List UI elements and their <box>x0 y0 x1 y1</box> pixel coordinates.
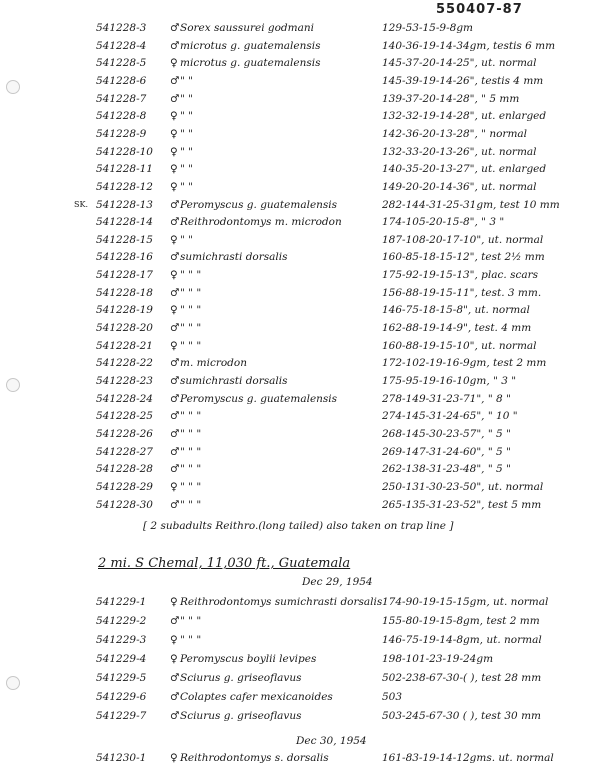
measurements: 155-80-19-15-8gm, test 2 mm <box>382 615 540 627</box>
species-name: Peromyscus boylii levipes <box>180 653 317 665</box>
specimen-row <box>0 338 600 354</box>
specimen-row <box>0 373 600 389</box>
species-name: sumichrasti dorsalis <box>180 375 288 387</box>
sex-symbol: ♀ <box>170 180 178 193</box>
catalog-number: 541228-16 <box>96 251 153 264</box>
species-name: " " " <box>180 427 202 440</box>
species-name: " " " <box>180 463 202 476</box>
sex-symbol: ♂ <box>170 216 180 229</box>
species-name: m. microdon <box>180 357 247 370</box>
page-id: 550407-87 <box>436 2 523 17</box>
species-name: Peromyscus g. guatemalensis <box>180 198 338 211</box>
catalog-number: 541228-28 <box>96 463 153 476</box>
measurements: 274-145-31-24-65", " 10 " <box>382 410 518 423</box>
measurements: 282-144-31-25-31gm, test 10 mm <box>382 198 560 211</box>
species-name: " " " <box>180 445 202 458</box>
catalog-number: 541228-30 <box>96 498 153 511</box>
specimen-row <box>0 391 600 407</box>
catalog-number: 541228-29 <box>96 480 153 493</box>
specimen-row <box>0 302 600 318</box>
measurements: 140-35-20-13-27", ut. enlarged <box>382 163 547 176</box>
sex-symbol: ♂ <box>170 672 180 684</box>
catalog-number: 541229-4 <box>96 653 147 665</box>
catalog-number: 541228-3 <box>96 22 147 34</box>
sex-symbol: ♀ <box>170 480 178 493</box>
catalog-number: 541228-11 <box>96 163 153 176</box>
sex-symbol: ♀ <box>170 57 178 70</box>
measurements: 175-92-19-15-13", plac. scars <box>382 269 539 282</box>
catalog-number: 541228-25 <box>96 410 153 423</box>
measurements: 187-108-20-17-10", ut. normal <box>382 233 544 246</box>
catalog-number: 541229-5 <box>96 672 147 684</box>
measurements: 174-105-20-15-8", " 3 " <box>382 216 505 229</box>
species-name: " " " <box>180 480 202 493</box>
species-name: " " " <box>180 269 202 282</box>
species-name: Colaptes cafer mexicanoides <box>180 691 333 703</box>
sex-symbol: ♂ <box>170 498 180 511</box>
measurements: 132-32-19-14-28", ut. enlarged <box>382 110 547 123</box>
measurements: 262-138-31-23-48", " 5 " <box>382 463 511 476</box>
specimen-row <box>0 197 600 213</box>
specimen-row <box>0 232 600 248</box>
sex-symbol: ♂ <box>170 357 180 370</box>
species-name: " " " <box>180 634 202 646</box>
sex-symbol: ♂ <box>170 410 180 423</box>
sex-symbol: ♀ <box>170 269 178 282</box>
specimen-row <box>0 355 600 371</box>
catalog-number: 541228-27 <box>96 445 153 458</box>
sex-symbol: ♂ <box>170 615 180 627</box>
specimen-row <box>0 20 600 36</box>
sex-symbol: ♀ <box>170 163 178 176</box>
measurements: 172-102-19-16-9gm, test 2 mm <box>382 357 547 370</box>
sex-symbol: ♂ <box>170 322 180 335</box>
measurements: 145-37-20-14-25", ut. normal <box>382 57 537 70</box>
catalog-number: 541228-14 <box>96 216 153 229</box>
catalog-number: 541228-24 <box>96 392 153 405</box>
sex-symbol: ♂ <box>170 463 180 476</box>
sex-symbol: ♀ <box>170 145 178 158</box>
catalog-number: 541228-21 <box>96 339 153 352</box>
species-name: Reithrodontomys m. microdon <box>180 216 342 229</box>
species-name: Sorex saussurei godmani <box>180 22 314 34</box>
specimen-row <box>0 179 600 195</box>
sex-symbol: ♀ <box>170 127 178 140</box>
measurements: 145-39-19-14-26", testis 4 mm <box>382 74 544 87</box>
sex-symbol: ♀ <box>170 110 178 123</box>
specimen-row <box>0 55 600 71</box>
sex-symbol: ♂ <box>170 251 180 264</box>
prep-code: SK. <box>74 199 88 209</box>
measurements: 160-88-19-15-10", ut. normal <box>382 339 537 352</box>
sex-symbol: ♂ <box>170 427 180 440</box>
specimen-row <box>0 249 600 265</box>
species-name: sumichrasti dorsalis <box>180 251 288 264</box>
species-name: microtus g. guatemalensis <box>180 57 321 70</box>
specimen-row <box>0 285 600 301</box>
specimen-row <box>0 708 600 724</box>
species-name: " " <box>180 145 193 158</box>
catalog-number: 541228-22 <box>96 357 153 370</box>
specimen-row <box>0 497 600 513</box>
specimen-row <box>0 750 600 766</box>
catalog-number: 541228-4 <box>96 39 147 52</box>
species-name: " " <box>180 110 193 123</box>
sex-symbol: ♀ <box>170 653 178 665</box>
catalog-number: 541228-6 <box>96 74 147 87</box>
catalog-number: 541228-20 <box>96 322 153 335</box>
specimen-row <box>0 214 600 230</box>
specimen-row <box>0 91 600 107</box>
measurements: 503-245-67-30 ( ), test 30 mm <box>382 710 541 722</box>
specimen-row <box>0 144 600 160</box>
catalog-number: 541228-7 <box>96 92 147 105</box>
measurements: 129-53-15-9-8gm <box>382 22 473 34</box>
measurements: 503 <box>382 691 403 703</box>
sex-symbol: ♂ <box>170 22 180 34</box>
species-name: Peromyscus g. guatemalensis <box>180 392 338 405</box>
specimen-row <box>0 267 600 283</box>
sex-symbol: ♂ <box>170 691 180 703</box>
species-name: " " <box>180 233 193 246</box>
sex-symbol: ♀ <box>170 233 178 246</box>
measurements: 140-36-19-14-34gm, testis 6 mm <box>382 39 556 52</box>
sex-symbol: ♂ <box>170 286 180 299</box>
species-name: " " <box>180 92 193 105</box>
specimen-row <box>0 126 600 142</box>
sex-symbol: ♀ <box>170 752 178 764</box>
locality-heading <box>98 556 350 571</box>
species-name: " " <box>180 127 193 140</box>
species-name: " " <box>180 180 193 193</box>
measurements: 265-135-31-23-52", test 5 mm <box>382 498 542 511</box>
specimen-row <box>0 444 600 460</box>
species-name: Sciurus g. griseoflavus <box>180 710 302 722</box>
sex-symbol: ♂ <box>170 74 180 87</box>
catalog-number: 541228-17 <box>96 269 153 282</box>
sex-symbol: ♀ <box>170 634 178 646</box>
measurements: 149-20-20-14-36", ut. normal <box>382 180 537 193</box>
measurements: 139-37-20-14-28", " 5 mm <box>382 92 520 105</box>
measurements: 160-85-18-15-12", test 2½ mm <box>382 251 545 264</box>
measurements: 250-131-30-23-50", ut. normal <box>382 480 544 493</box>
measurements: 269-147-31-24-60", " 5 " <box>382 445 511 458</box>
catalog-number: 541229-2 <box>96 615 147 627</box>
date-dec29: Dec 29, 1954 <box>302 576 373 588</box>
sex-symbol: ♀ <box>170 596 178 608</box>
sex-symbol: ♂ <box>170 375 180 387</box>
catalog-number: 541228-10 <box>96 145 153 158</box>
catalog-number: 541230-1 <box>96 752 147 764</box>
species-name: " " " <box>180 339 202 352</box>
sex-symbol: ♂ <box>170 445 180 458</box>
catalog-number: 541228-26 <box>96 427 153 440</box>
specimen-row <box>0 408 600 424</box>
measurements: 146-75-18-15-8", ut. normal <box>382 304 530 317</box>
measurements: 198-101-23-19-24gm <box>382 653 494 665</box>
date-dec30: Dec 30, 1954 <box>296 735 367 747</box>
specimen-row <box>0 479 600 495</box>
field-note: [ 2 subadults Reithro.(long tailed) also taken on trap line ] <box>143 520 454 532</box>
catalog-number: 541229-3 <box>96 634 147 646</box>
sex-symbol: ♀ <box>170 339 178 352</box>
catalog-number: 541228-13 <box>96 198 153 211</box>
sex-symbol: ♂ <box>170 92 180 105</box>
species-name: " " " <box>180 322 202 335</box>
catalog-number: 541229-6 <box>96 691 147 703</box>
sex-symbol: ♂ <box>170 39 180 52</box>
specimen-row <box>0 73 600 89</box>
species-name: " " <box>180 74 193 87</box>
species-name: " " " <box>180 286 202 299</box>
species-name: Reithrodontomys sumichrasti dorsalis <box>180 596 383 608</box>
specimen-row <box>0 632 600 648</box>
measurements: 161-83-19-14-12gms. ut. normal <box>382 752 554 764</box>
measurements: 132-33-20-13-26", ut. normal <box>382 145 537 158</box>
specimen-row <box>0 161 600 177</box>
sex-symbol: ♂ <box>170 392 180 405</box>
specimen-row <box>0 613 600 629</box>
species-name: Reithrodontomys s. dorsalis <box>180 752 329 764</box>
catalog-number: 541229-7 <box>96 710 147 722</box>
measurements: 502-238-67-30-( ), test 28 mm <box>382 672 542 684</box>
measurements: 268-145-30-23-57", " 5 " <box>382 427 511 440</box>
catalog-number: 541228-12 <box>96 180 153 193</box>
catalog-number: 541228-19 <box>96 304 153 317</box>
species-name: " " " <box>180 304 202 317</box>
species-name: " " " <box>180 498 202 511</box>
catalog-number: 541228-9 <box>96 127 147 140</box>
catalog-number: 541228-23 <box>96 375 153 387</box>
specimen-row <box>0 689 600 705</box>
catalog-number: 541228-5 <box>96 57 147 70</box>
specimen-row <box>0 108 600 124</box>
specimen-row <box>0 670 600 686</box>
measurements: 175-95-19-16-10gm, " 3 " <box>382 375 517 387</box>
catalog-number: 541229-1 <box>96 596 147 608</box>
measurements: 142-36-20-13-28", " normal <box>382 127 528 140</box>
sex-symbol: ♂ <box>170 198 180 211</box>
sex-symbol: ♂ <box>170 710 180 722</box>
specimen-row <box>0 320 600 336</box>
species-name: " " " <box>180 615 202 627</box>
specimen-row <box>0 651 600 667</box>
catalog-number: 541228-18 <box>96 286 153 299</box>
sex-symbol: ♀ <box>170 304 178 317</box>
catalog-number: 541228-8 <box>96 110 147 123</box>
species-name: microtus g. guatemalensis <box>180 39 321 52</box>
species-name: " " <box>180 163 193 176</box>
specimen-row <box>0 426 600 442</box>
species-name: Sciurus g. griseoflavus <box>180 672 302 684</box>
measurements: 278-149-31-23-71", " 8 " <box>382 392 511 405</box>
measurements: 146-75-19-14-8gm, ut. normal <box>382 634 542 646</box>
measurements: 162-88-19-14-9", test. 4 mm <box>382 322 532 335</box>
species-name: " " " <box>180 410 202 423</box>
measurements: 174-90-19-15-15gm, ut. normal <box>382 596 549 608</box>
specimen-row <box>0 594 600 610</box>
catalog-number: 541228-15 <box>96 233 153 246</box>
measurements: 156-88-19-15-11", test. 3 mm. <box>382 286 542 299</box>
locality-text: 2 mi. S Chemal, 11,030 ft., Guatemala <box>98 556 351 571</box>
specimen-row <box>0 461 600 477</box>
specimen-row <box>0 38 600 54</box>
